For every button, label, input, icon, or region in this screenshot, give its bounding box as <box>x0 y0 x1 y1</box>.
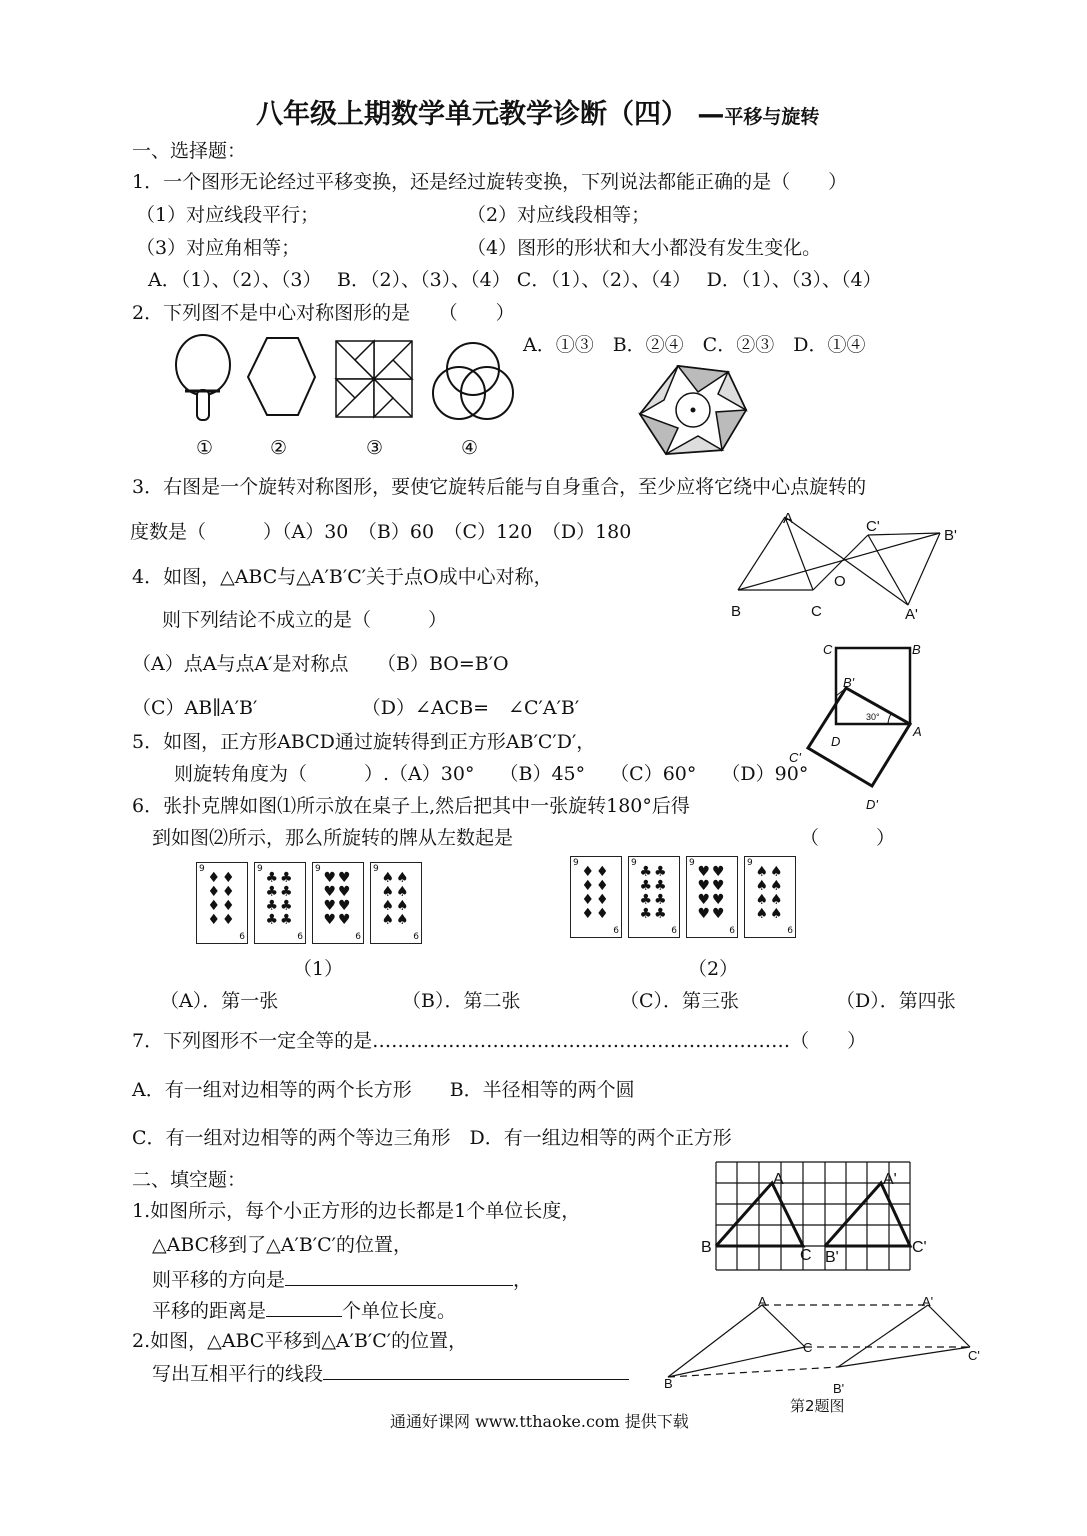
f2-line-1: 2.如图，△ABC平移到△A′B′C′的位置， <box>132 1330 468 1352</box>
q6-fig1-card-4 <box>370 862 422 944</box>
title-main: 八年级上期数学单元教学诊断（四） <box>256 99 688 130</box>
q5-square-rotation-figure <box>800 640 930 800</box>
f2-label-b: B <box>664 1376 673 1391</box>
q5-options: 则旋转角度为（ ）.（A）30° （B）45° （C）60° （D）90° <box>174 763 809 785</box>
q1-options: A．（1）、（2）、（3） B．（2）、（3）、（4） C．（1）、（2）、（4） D．（1）、（3）、（4） <box>148 269 882 291</box>
footer-source: 通通好课网 www.tthaoke.com 提供下载 <box>390 1412 689 1431</box>
q2-stem: 2．下列图不是中心对称图形的是 （ ） <box>132 302 515 324</box>
card-pips: ♥♥ ♥♥ ♥♥ ♥♥ <box>323 870 353 928</box>
q5-label-a: A <box>913 724 922 739</box>
q5-label-b1: B' <box>843 675 855 690</box>
card-rank: 9 <box>257 864 263 874</box>
f2-label-b1: B' <box>833 1381 845 1396</box>
f2-parallel-label: 写出互相平行的线段 <box>152 1363 324 1385</box>
q4-label-a: A <box>783 510 794 527</box>
card-pips: ♦♦ ♦♦ ♦♦ ♦♦ <box>207 870 237 928</box>
card-rank: 6 <box>297 932 303 942</box>
q6-answer-paren: （ ） <box>800 827 896 849</box>
f1-label-b: B <box>701 1239 712 1256</box>
q6-caption-1: （1） <box>293 958 344 980</box>
f2-translation-figure <box>660 1295 990 1390</box>
q4-options-ab: （A）点A与点A′是对称点 （B）BO=B′O <box>132 653 509 675</box>
q6-fig2-card-4 <box>744 856 796 938</box>
f2-parallel-blank[interactable] <box>323 1361 629 1380</box>
card-rank: 6 <box>671 926 677 936</box>
card-rank: 9 <box>315 864 321 874</box>
q6-stem: 6．张扑克牌如图⑴所示放在桌子上,然后把其中一张旋转180°后得 <box>132 795 690 817</box>
q6-fig2-card-2 <box>628 856 680 938</box>
q3-options: 度数是（ ）（A）30 （B）60 （C）120 （D）180 <box>130 521 632 543</box>
q7-options-cd: C．有一组对边相等的两个等边三角形 D．有一组边相等的两个正方形 <box>132 1127 732 1149</box>
q4-label-b: B <box>731 603 742 620</box>
card-rank: 6 <box>787 926 793 936</box>
q5-label-c1: C' <box>789 750 801 765</box>
q6-caption-2: （2） <box>688 958 739 980</box>
q5-stem: 5．如图，正方形ABCD通过旋转得到正方形AB′C′D′， <box>132 731 596 753</box>
q1-statement-2: （2）对应线段相等； <box>467 204 651 226</box>
card-rank: 6 <box>239 932 245 942</box>
card-rank: 6 <box>413 932 419 942</box>
card-pips: ♣♣ ♣♣ ♣♣ ♣♣ <box>265 870 295 928</box>
q4-stem-2: 则下列结论不成立的是（ ） <box>162 609 448 631</box>
q2-figure-hexagon <box>240 335 320 420</box>
f1-direction-label: 则平移的方向是 <box>152 1269 286 1291</box>
card-rank: 9 <box>373 864 379 874</box>
f1-comma: ， <box>513 1269 533 1291</box>
q1-statement-3: （3）对应角相等； <box>136 237 301 259</box>
q7-options-ab: A．有一组对边相等的两个长方形 B．半径相等的两个圆 <box>132 1079 635 1101</box>
f2-label-a: A <box>758 1294 767 1309</box>
f1-label-b1: B' <box>825 1249 839 1266</box>
f1-distance-blank[interactable] <box>266 1298 342 1317</box>
f1-label-a1: A' <box>883 1171 897 1188</box>
q6-fig1-card-2 <box>254 862 306 944</box>
q4-label-c1: C' <box>866 518 880 535</box>
q2-figure-pinwheel <box>332 337 417 419</box>
q1-stem: 1．一个图形无论经过平移变换，还是经过旋转变换，下列说法都能正确的是（ ） <box>132 171 848 193</box>
q2-label-1: ① <box>196 437 214 459</box>
card-pips: ♠♠ ♠♠ ♠♠ ♠♠ <box>381 870 411 928</box>
q2-options: A．①③ B．②④ C．②③ D．①④ <box>523 334 866 356</box>
q3-rotation-figure <box>638 362 748 462</box>
q2-label-3: ③ <box>366 437 384 459</box>
q4-central-symmetry-figure <box>728 505 968 620</box>
card-rank: 9 <box>631 858 637 868</box>
q5-label-c: C <box>823 642 833 657</box>
f1-distance-label: 平移的距离是 <box>152 1300 267 1322</box>
q7-stem: 7．下列图形不一定全等的是…………………………………………………………（ ） <box>132 1030 867 1052</box>
card-rank: 9 <box>747 858 753 868</box>
f1-line-4 <box>152 1298 456 1323</box>
card-rank: 6 <box>729 926 735 936</box>
f1-unit-label: 个单位长度。 <box>342 1300 457 1322</box>
q6-option-b: （B）．第二张 <box>402 990 521 1012</box>
q4-label-a1: A' <box>905 606 918 623</box>
q4-label-c: C <box>811 603 822 620</box>
f2-label-c1: C' <box>968 1348 980 1363</box>
q5-label-d: D <box>831 734 841 749</box>
f2-label-c: C <box>803 1340 813 1355</box>
card-rank: 9 <box>199 864 205 874</box>
f1-line-1: 1.如图所示，每个小正方形的边长都是1个单位长度， <box>132 1200 581 1222</box>
f1-label-c: C <box>800 1247 812 1264</box>
q2-figure-triquetra <box>425 335 525 423</box>
f2-figure-caption: 第2题图 <box>790 1397 845 1415</box>
card-rank: 9 <box>573 858 579 868</box>
title-subtitle: 平移与旋转 <box>724 106 820 128</box>
card-pips: ♦♦ ♦♦ ♦♦ ♦♦ <box>581 864 611 922</box>
f2-label-a1: A' <box>922 1294 934 1309</box>
q6-fig1-card-1 <box>196 862 248 944</box>
f1-label-c1: C' <box>912 1239 927 1256</box>
page-title <box>256 98 819 134</box>
card-rank: 6 <box>613 926 619 936</box>
q1-statement-1: （1）对应线段平行； <box>136 204 320 226</box>
q1-statement-4: （4）图形的形状和大小都没有发生变化。 <box>467 237 822 259</box>
q6-fig1-card-3 <box>312 862 364 944</box>
q4-label-b1: B' <box>944 527 957 544</box>
card-pips: ♥♥ ♥♥ ♥♥ ♥♥ <box>697 864 727 922</box>
q6-fig2-card-3 <box>686 856 738 938</box>
f1-line-3 <box>152 1267 532 1292</box>
q6-option-a: （A）．第一张 <box>160 990 279 1012</box>
q2-label-4: ④ <box>461 437 479 459</box>
q3-stem: 3．右图是一个旋转对称图形，要使它旋转后能与自身重合，至少应将它绕中心点旋转的 <box>132 476 867 498</box>
card-pips: ♣♣ ♣♣ ♣♣ ♣♣ <box>639 864 669 922</box>
title-dash: — <box>697 99 725 130</box>
f1-line-2: △ABC移到了△A′B′C′的位置， <box>152 1234 412 1256</box>
section-choice-heading: 一、选择题： <box>132 140 247 162</box>
q6-option-d: （D）．第四张 <box>836 990 956 1012</box>
card-pips: ♠♠ ♠♠ ♠♠ ♠♠ <box>755 864 785 922</box>
card-rank: 9 <box>689 858 695 868</box>
q2-figure-paddle <box>160 330 240 425</box>
q4-stem: 4．如图，△ABC与△A′B′C′关于点O成中心对称， <box>132 566 553 588</box>
q4-options-cd: （C）AB∥A′B′ （D）∠ACB= ∠C′A′B′ <box>132 697 580 719</box>
f2-line-2 <box>152 1361 629 1386</box>
card-rank: 6 <box>355 932 361 942</box>
section-fill-heading: 二、填空题： <box>132 1169 247 1191</box>
q6-fig2-card-1 <box>570 856 622 938</box>
q5-label-d1: D' <box>866 797 878 812</box>
q5-label-b: B <box>912 642 921 657</box>
q6-stem-2: 到如图⑵所示，那么所旋转的牌从左数起是 <box>152 827 514 849</box>
f1-label-a: A <box>773 1171 784 1188</box>
f1-direction-blank[interactable] <box>285 1267 513 1286</box>
q2-label-2: ② <box>270 437 288 459</box>
q6-option-c: （C）．第三张 <box>620 990 740 1012</box>
q5-angle-label: 30° <box>866 712 880 722</box>
q4-label-o: O <box>834 573 846 590</box>
